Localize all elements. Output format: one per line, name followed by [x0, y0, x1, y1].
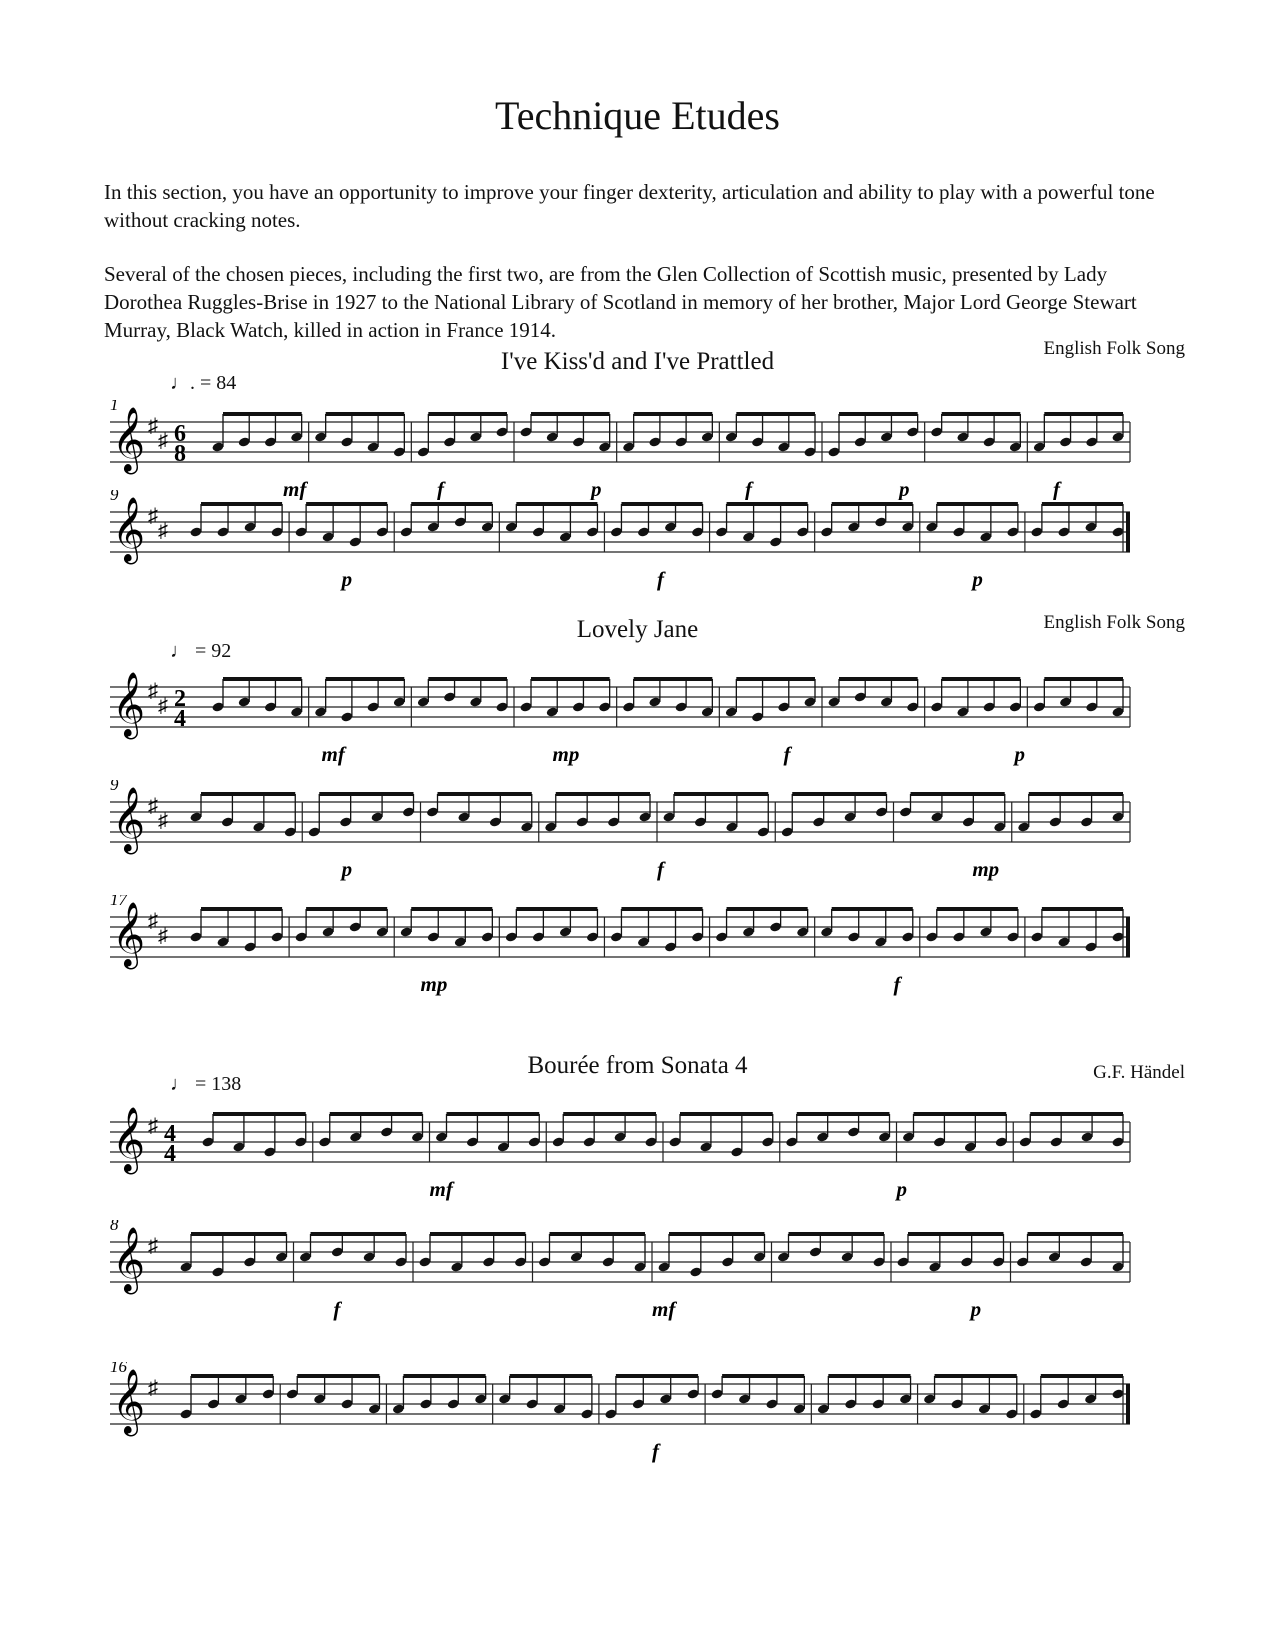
dynamic-marking: p — [899, 477, 910, 500]
key-sharp-icon: ♯ — [158, 430, 168, 452]
key-sharp-icon: ♯ — [148, 1377, 158, 1399]
treble-clef-icon: 𝄞 — [112, 499, 146, 561]
key-sharp-icon: ♯ — [148, 680, 158, 702]
treble-clef-icon: 𝄞 — [112, 1371, 146, 1433]
dynamic-marking: mp — [972, 857, 1000, 881]
staff-system — [110, 490, 1140, 600]
key-sharp-icon: ♯ — [158, 520, 168, 542]
key-sharp-icon: ♯ — [158, 810, 168, 832]
intro-paragraph-1: In this section, you have an opportunity to improve your finger dexterity, articulation and ability to play with a powerful tone without cracking notes. — [104, 180, 1155, 232]
dynamic-marking: p — [1014, 742, 1025, 766]
dynamic-marking: p — [341, 567, 353, 591]
measure-number: 16 — [110, 1362, 127, 1376]
staff-system — [110, 1220, 1140, 1350]
key-sharp-icon: ♯ — [148, 415, 158, 437]
key-sharp-icon: ♯ — [158, 695, 168, 717]
dynamic-marking: mf — [429, 1177, 453, 1201]
dynamic-marking: f — [1053, 477, 1060, 500]
piece-title: I've Kiss'd and I've Prattled — [500, 348, 775, 375]
time-signature-top: 4 — [164, 1121, 176, 1147]
measure-number: 9 — [110, 490, 119, 504]
dynamic-marking: f — [783, 742, 791, 766]
dynamic-marking: f — [333, 1297, 341, 1321]
time-signature-bottom: 4 — [174, 706, 186, 732]
staff-system — [110, 780, 1140, 890]
measure-number: 17 — [110, 895, 127, 909]
key-sharp-icon: ♯ — [148, 505, 158, 527]
treble-clef-icon: 𝄞 — [112, 1109, 146, 1171]
final-barline — [1126, 917, 1130, 957]
time-signature-bottom: 4 — [164, 1141, 176, 1167]
dynamic-marking: mf — [652, 1297, 676, 1321]
measure-number: 8 — [110, 1220, 119, 1234]
key-sharp-icon: ♯ — [148, 1115, 158, 1137]
dynamic-marking: f — [657, 567, 664, 591]
dynamic-marking: f — [657, 857, 664, 881]
staff-system — [110, 1100, 1140, 1210]
composer: English Folk Song — [1043, 338, 1185, 359]
dynamic-marking: mp — [552, 742, 580, 766]
key-sharp-icon: ♯ — [148, 795, 158, 817]
dynamic-marking: f — [893, 972, 901, 996]
dynamic-marking: p — [591, 477, 602, 500]
dynamic-marking: p — [972, 567, 983, 591]
treble-clef-icon: 𝄞 — [112, 674, 146, 736]
key-sharp-icon: ♯ — [148, 910, 158, 932]
time-signature-top: 2 — [174, 686, 186, 712]
treble-clef-icon: 𝄞 — [112, 409, 146, 471]
treble-clef-icon: 𝄞 — [112, 904, 146, 966]
dynamic-marking: mf — [321, 742, 345, 766]
key-sharp-icon: ♯ — [158, 925, 168, 947]
tempo-marking: ♩ = 138 — [170, 1073, 242, 1095]
time-signature-top: 6 — [174, 421, 186, 447]
composer: G.F. Händel — [1093, 1062, 1185, 1083]
intro-paragraph-2: Several of the chosen pieces, including the first two, are from the Glen Collection of Scottish music, presented by Lady Dorothea Ruggles-Brise in 1927 to the National Library of Scotland in memory of her brother, Major Lord George Stewart Murray, Black Watch, killed in action in France 1914. — [104, 262, 1137, 342]
dynamic-marking: mp — [420, 972, 448, 996]
piece-title: Bourée from Sonata 4 — [527, 1052, 748, 1079]
dynamic-marking: mf — [283, 477, 307, 500]
treble-clef-icon: 𝄞 — [112, 1229, 146, 1291]
page-title: Technique Etudes — [495, 93, 780, 138]
piece-title: Lovely Jane — [576, 616, 699, 643]
staff-system — [110, 665, 1140, 775]
dynamic-marking: f — [745, 477, 752, 500]
staff-system — [110, 1362, 1140, 1487]
key-sharp-icon: ♯ — [148, 1235, 158, 1257]
final-barline — [1126, 512, 1130, 552]
tempo-marking: ♩. = 84 — [170, 372, 237, 394]
tempo-marking: ♩ = 92 — [170, 640, 232, 662]
staff-system — [110, 400, 1140, 500]
final-barline — [1126, 1384, 1130, 1424]
treble-clef-icon: 𝄞 — [112, 789, 146, 851]
dynamic-marking: f — [652, 1439, 659, 1463]
time-signature-bottom: 8 — [174, 441, 186, 467]
dynamic-marking: f — [437, 477, 444, 500]
measure-number: 1 — [110, 400, 119, 414]
measure-number: 9 — [110, 780, 119, 794]
composer: English Folk Song — [1043, 612, 1185, 633]
dynamic-marking: p — [341, 857, 353, 881]
dynamic-marking: p — [970, 1297, 982, 1321]
staff-system — [110, 895, 1140, 1010]
dynamic-marking: p — [896, 1177, 907, 1201]
